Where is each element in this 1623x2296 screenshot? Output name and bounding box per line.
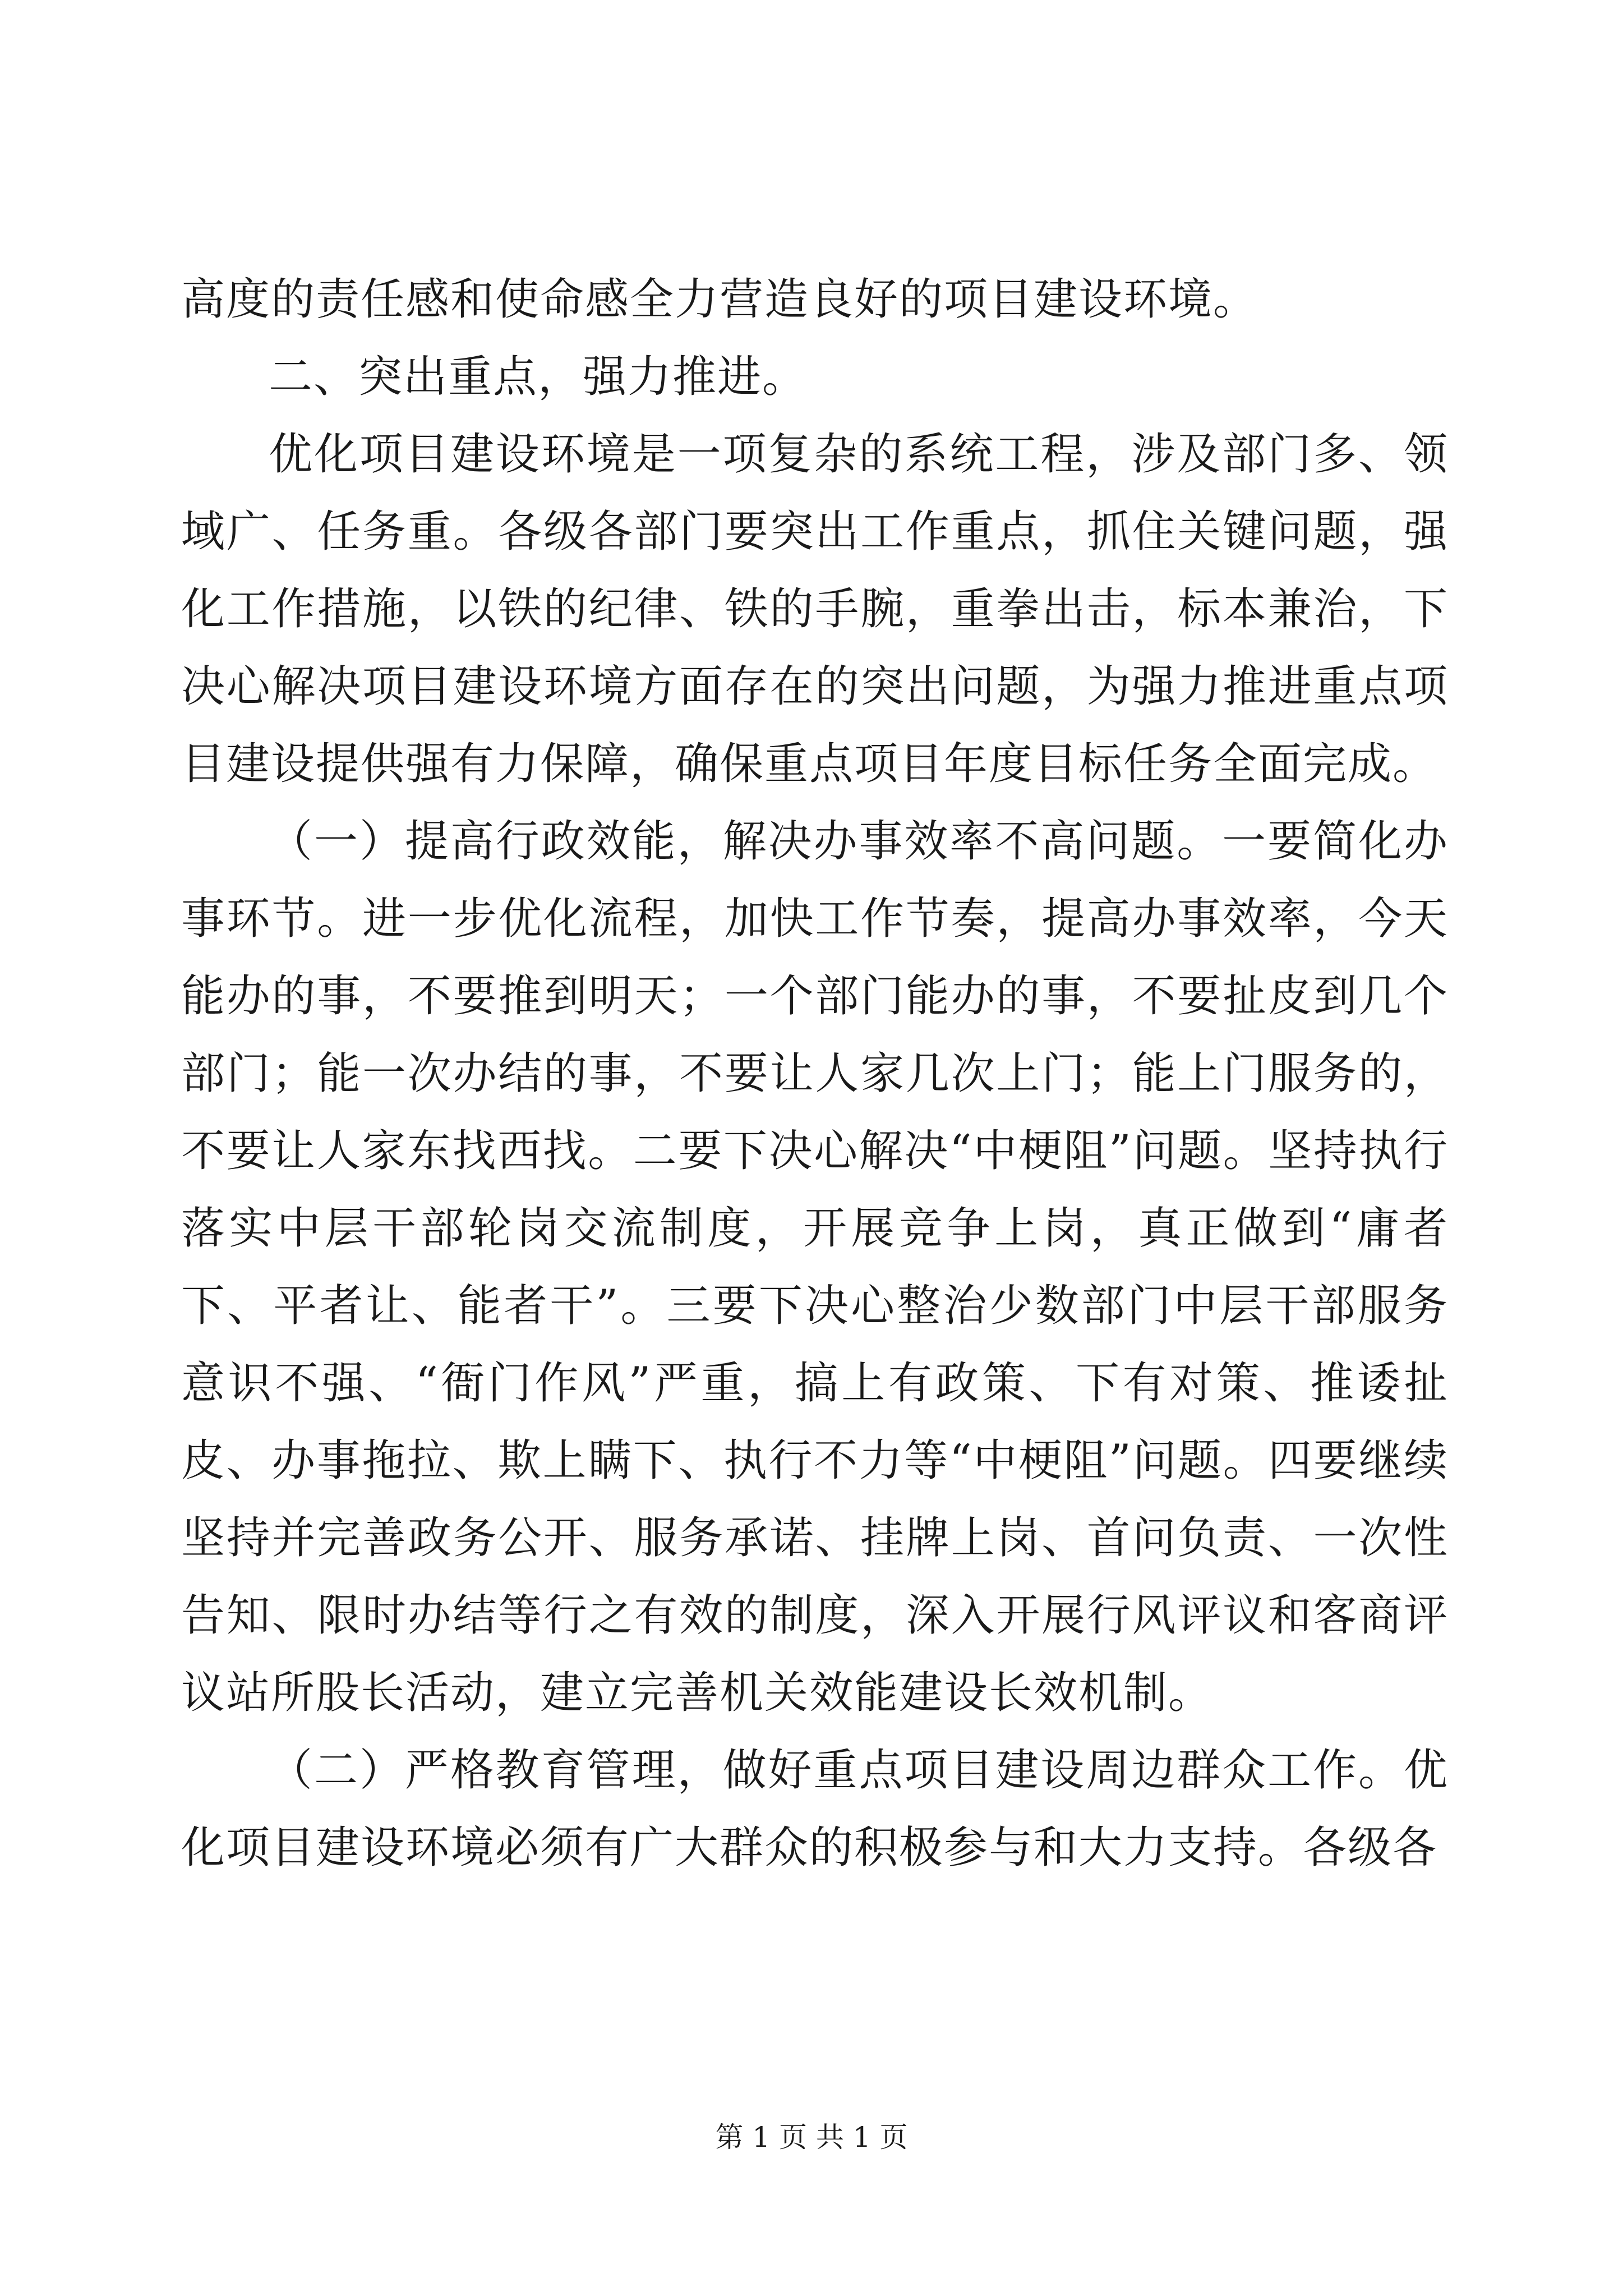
document-body: [181, 261, 1449, 1887]
page-footer: 第 1 页 共 1 页: [715, 2121, 908, 2154]
section-heading: 二、突出重点，强力推进。: [269, 352, 808, 402]
paragraph-item-2: （二）严格教育管理，做好重点项目建设周边群众工作。优化项目建设环境必须有广大群众的积极参与和大力支持。各级各: [181, 1745, 1449, 1873]
paragraph-continuation: 高度的责任感和使命感全力营造良好的项目建设环境。: [181, 274, 1258, 325]
paragraph-item-1: （一）提高行政效能，解决办事效率不高问题。一要简化办事环节。进一步优化流程，加快工作节奏，提高办事效率，今天能办的事，不要推到明天；一个部门能办的事，不要扯皮到几个部门；能一次办结的事，不要让人家几次上门；能上门服务的，不要让人家东找西找。二要下决心解决“中梗阻”问题。坚持执行落实中层干部轮岗交流制度，开展竞争上岗，真正做到“庸者下、平者让、能者干”。三要下决心整治少数部门中层干部服务意识不强、“衙门作风”严重，搞上有政策、下有对策、推诿扯皮、办事拖拉、欺上瞒下、执行不力等“中梗阻”问题。四要继续坚持并完善政务公开、服务承诺、挂牌上岗、首问负责、一次性告知、限时办结等行之有效的制度，深入开展行风评议和客商评议站所股长活动，建立完善机关效能建设长效机制。: [181, 816, 1449, 1718]
paragraph-intro: 优化项目建设环境是一项复杂的系统工程，涉及部门多、领域广、任务重。各级各部门要突出工作重点，抓住关键问题，强化工作措施，以铁的纪律、铁的手腕，重拳出击，标本兼治，下决心解决项目建设环境方面存在的突出问题，为强力推进重点项目建设提供强有力保障，确保重点项目年度目标任务全面完成。: [181, 429, 1449, 789]
